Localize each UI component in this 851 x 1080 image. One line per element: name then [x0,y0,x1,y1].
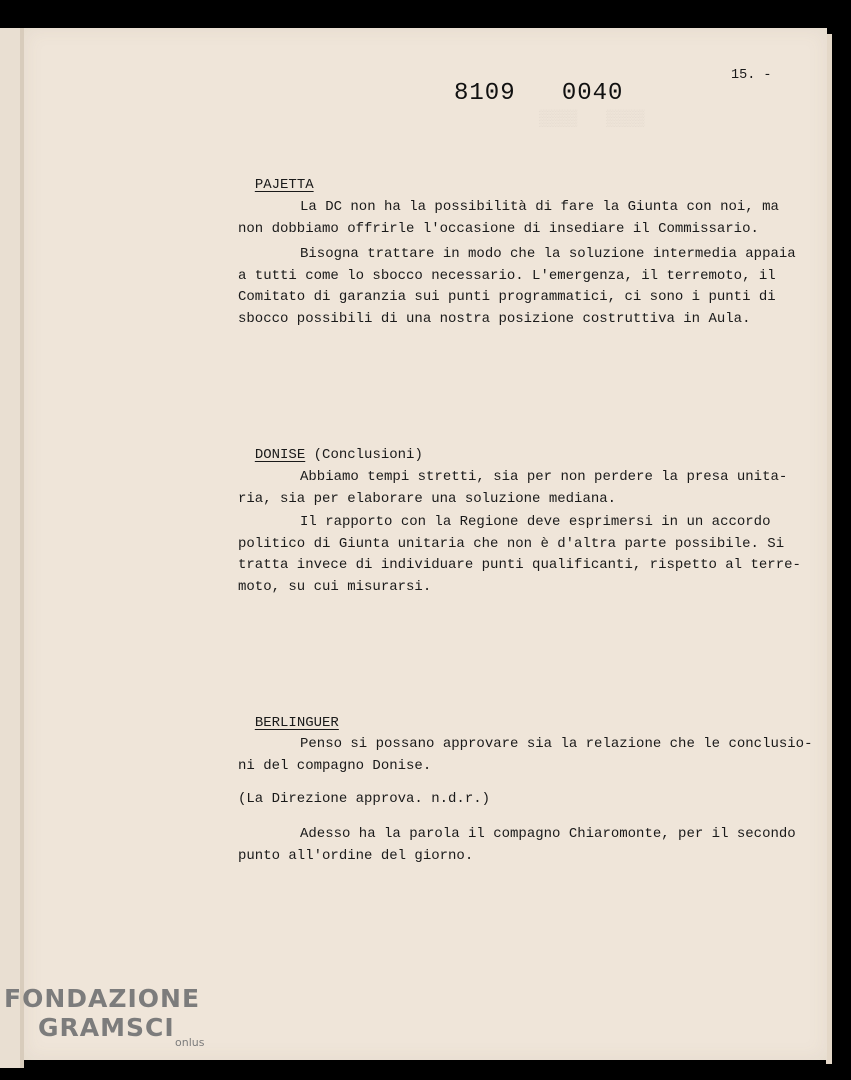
text-line: Abbiamo tempi stretti, sia per non perdere la presa unita- [300,469,788,485]
text-line: (La Direzione approva. n.d.r.) [238,791,491,807]
paragraph [238,244,796,330]
paragraph [238,789,783,811]
text-line: tratta invece di individuare punti qualificanti, rispetto al terre- [238,557,801,573]
paragraph [238,734,813,777]
speaker-name: DONISE [254,447,306,463]
text-line: ria, sia per elaborare una soluzione mediana. [238,490,617,507]
speaker-heading [238,161,314,193]
text-line: La DC non ha la possibilità di fare la Giunta con noi, ma [300,199,779,215]
text-line: moto, su cui misurarsi. [238,578,432,595]
text-line: Adesso ha la parola il compagno Chiaromonte, per il secondo [300,826,796,842]
text-line: Penso si possano approvare sia la relazione che le conclusio- [300,736,813,752]
text-line: sbocco possibili di una nostra posizione costruttiva in Aula. [238,310,751,327]
text-line: ni del compagno Donise. [238,757,432,774]
paragraph [238,824,796,867]
paragraph [238,197,783,240]
watermark-line-2: GRAMSCI [38,1013,175,1042]
text-line: punto all'ordine del giorno. [238,847,474,864]
speaker-heading [238,431,423,463]
book-spine-edge [0,28,21,1068]
speaker-heading [238,699,339,731]
fondazione-gramsci-watermark [4,986,204,1048]
bleed-through-text: ▒▒▒▒ ▒▒▒▒ [539,110,645,128]
speaker-name: PAJETTA [254,177,314,193]
paragraph [238,512,801,598]
page-number: 15. - [731,68,772,83]
text-line: Bisogna trattare in modo che la soluzione intermedia appaia [300,246,796,262]
text-line: a tutti come lo sbocco necessario. L'emergenza, il terremoto, il [238,267,776,284]
document-number: 8109 0040 [454,80,624,107]
text-line: politico di Giunta unitaria che non è d'altra parte possibile. Si [238,535,785,552]
text-line: Comitato di garanzia sui punti programmatici, ci sono i punti di [238,289,776,305]
speaker-note: (Conclusioni) [305,447,423,463]
watermark-line-3: onlus [175,1036,205,1049]
speaker-name: BERLINGUER [254,715,339,731]
text-line: non dobbiamo offrirle l'occasione di insediare il Commissario. [238,220,759,237]
paragraph [238,467,788,510]
text-line: Il rapporto con la Regione deve esprimersi in un accordo [300,514,771,530]
watermark-line-1: FONDAZIONE [4,984,201,1013]
